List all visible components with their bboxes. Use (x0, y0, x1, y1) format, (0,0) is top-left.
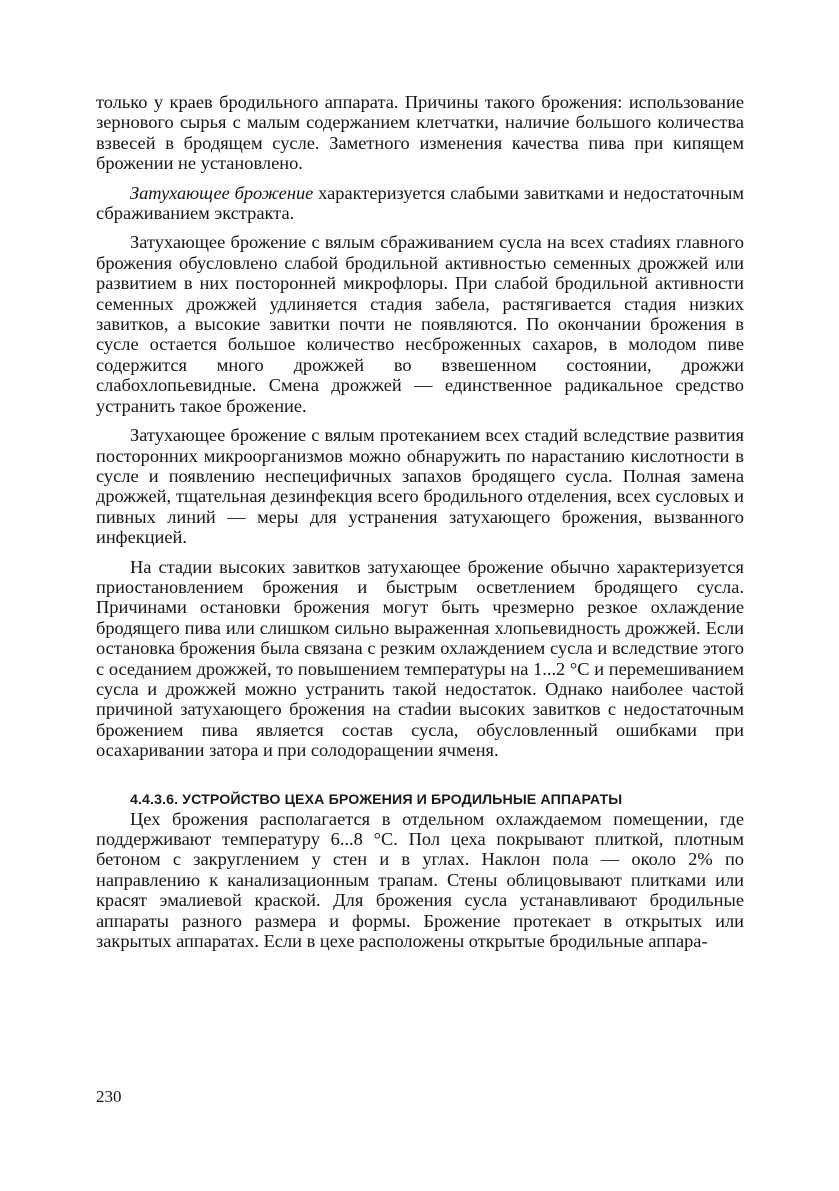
paragraph-sluggish-fermentation (96, 232, 744, 416)
page-body (96, 92, 744, 951)
paragraph-gap (96, 416, 744, 425)
paragraph-text: характеризуется слабыми завитками и недостаточным сбраживанием экстракта. (96, 182, 744, 224)
paragraph-text: Затухающее брожение с вялым сбраживанием сусла на всех стаdиях главного брожения обусловлено слабой бродильной активностью семенных дрожжей или развитием в них посторонней микрофлоры. При слабой бродильной активности семенных дрожжей удлиняется стадия забела, растягивается стадия низких завитков, а высокие завитки почти не появляются. По окончании брожения в сусле остается большое количество несброженных сахаров, в молодом пиве содержится много дрожжей во взвешенном состоянии, дрожжи слабохлопьевидные. Смена дрожжей — единственное радикальное средство устранить такое брожение. (96, 232, 744, 416)
paragraph-text: только у краев бродильного аппарата. Причины такого брожения: использование зернового сырья с малым содержанием клетчатки, наличие большого количества взвесей в бродящем сусле. Заметного изменения качества пива при кипящем брожении не установлено. (96, 92, 744, 174)
paragraph-gap (96, 548, 744, 557)
paragraph-high-krausen-stage (96, 557, 744, 761)
paragraph-microorganisms (96, 425, 744, 547)
section-heading: 4.4.3.6. УСТРОЙСТВО ЦЕХА БРОЖЕНИЯ И БРОДИЛЬНЫЕ АППАРАТЫ (130, 791, 623, 808)
paragraph-text: Цех брожения располагается в отдельном охлаждаемом помещении, где поддерживают температуру 6...8 °С. Пол цеха покрывают плиткой, плотным бетоном с закруглением у стен и в углах. Наклон пола — около 2% по направлению к канализационным трапам. Стены облицовывают плитками или красят эмалиевой краской. Для брожения сусла устанавливают бродильные аппараты разного размера и формы. Брожение протекает в открытых или закрытых аппаратах. Если в цехе расположены открытые бродильные аппара- (96, 808, 744, 952)
page-number: 230 (96, 1087, 122, 1106)
paragraph-gap (96, 174, 744, 183)
paragraph-gap (96, 223, 744, 232)
paragraph-fermentation-shop (96, 809, 744, 952)
paragraph-text: Затухающее брожение с вялым протеканием всех стадий вследствие развития посторонних микроорганизмов можно обнаружить по нарастанию кислотности в сусле и появлению неспецифичных запахов бродящего сусла. Полная замена дрожжей, тщательная дезинфекция всего бродильного отделения, всех сусловых и пивных линий — меры для устранения затухающего брожения, вызванного инфекцией. (96, 425, 744, 548)
paragraph-text: На стадии высоких завитков затухающее брожение обычно характеризуется приостановлением брожения и быстрым осветлением бродящего сусла. Причинами остановки брожения могут быть чрезмерно резкое охлаждение бродящего пива или слишком сильно выраженная хлопьевидность дрожжей. Если остановка брожения была связана с резким охлаждением сусла и вследствие этого с оседанием дрожжей, то повышением температуры на 1...2 °С и перемешиванием сусла и дрожжей можно устранить такой недостаток. Однако наиболее частой причиной затухающего брожения на стаdии высоких завитков с недостаточным брожением пива является состав сусла, обусловленный ошибками при осахаривании затора и при солодоращении ячменя. (96, 556, 744, 761)
paragraph-fading-fermentation-definition (96, 183, 744, 224)
paragraph-boiling-fermentation-end (96, 92, 744, 174)
term-fading-fermentation: Затухающее брожение (130, 182, 314, 203)
